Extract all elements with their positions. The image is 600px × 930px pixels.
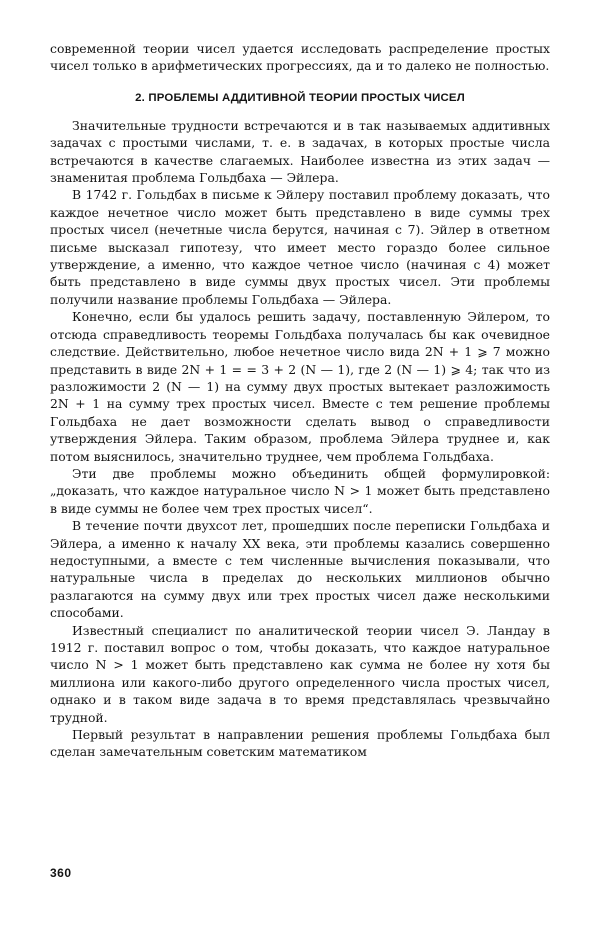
paragraph-continuation: современной теории чисел удается исследовать распределение простых чисел только в арифметических прогрессиях, да и то далеко не полностью. [50,41,550,74]
paragraph-7: Первый результат в направлении решения проблемы Гольдбаха был сделан замечательным советским математиком [50,727,550,760]
paragraph-6: Известный специалист по аналитической теории чисел Э. Ландау в 1912 г. поставил вопрос о том, чтобы доказать, что каждое натуральное число N > 1 может быть представлено как сумма не более ну хотя бы миллиона или какого-либо другого определенного числа простых чисел, однако и в таком виде задача в то время представлялась чрезвычайно трудной. [50,622,550,725]
paragraph-2: В 1742 г. Гольдбах в письме к Эйлеру поставил проблему доказать, что каждое нечетное число может быть представлено в виде суммы трех простых чисел (нечетные числа берутся, начиная с 7). Эйлер в ответном письме высказал гипотезу, что имеет место гораздо более сильное утверждение, а именно, что каждое четное число (начиная с 4) может быть представлено в виде суммы двух простых чисел. Эти проблемы получили название проблемы Гольдбаха — Эйлера. [50,187,550,307]
page-body [50,40,550,761]
page-number: 360 [50,866,72,880]
paragraph-5: В течение почти двухсот лет, прошедших после переписки Гольдбаха и Эйлера, а именно к началу XX века, эти проблемы казались совершенно недоступными, а вместе с тем численные вычисления показывали, что натуральные числа в пределах до нескольких миллионов обычно разлагаются на сумму двух или трех простых чисел даже несколькими способами. [50,518,550,621]
paragraph-1: Значительные трудности встречаются и в так называемых аддитивных задачах с простыми числами, т. е. в задачах, в которых простые числа встречаются в качестве слагаемых. Наиболее известна из этих задач — знаменитая проблема Гольдбаха — Эйлера. [50,117,550,186]
paragraph-4: Эти две проблемы можно объединить общей формулировкой: „доказать, что каждое натуральное число N > 1 может быть представлено в виде суммы не более чем трех простых чисел“. [50,465,550,516]
section-heading: 2. ПРОБЛЕМЫ АДДИТИВНОЙ ТЕОРИИ ПРОСТЫХ ЧИСЕЛ [135,91,465,104]
paragraph-3: Конечно, если бы удалось решить задачу, поставленную Эйлером, то отсюда справедливость теоремы Гольдбаха получалась бы как очевидное следствие. Действительно, любое нечетное число вида 2N + 1 ⩾ 7 можно представить в виде 2N + 1 = = 3 + 2 (N — 1), где 2 (N — 1) ⩾ 4; так что из разложимости 2 (N — 1) на сумму двух простых вытекает разложимость 2N + 1 на сумму трех простых чисел. Вместе с тем решение проблемы Гольдбаха не дает возможности сделать вывод о справедливости утверждения Эйлера. Таким образом, проблема Эйлера труднее и, как потом выяснилось, значительно труднее, чем проблема Гольдбаха. [50,309,550,464]
